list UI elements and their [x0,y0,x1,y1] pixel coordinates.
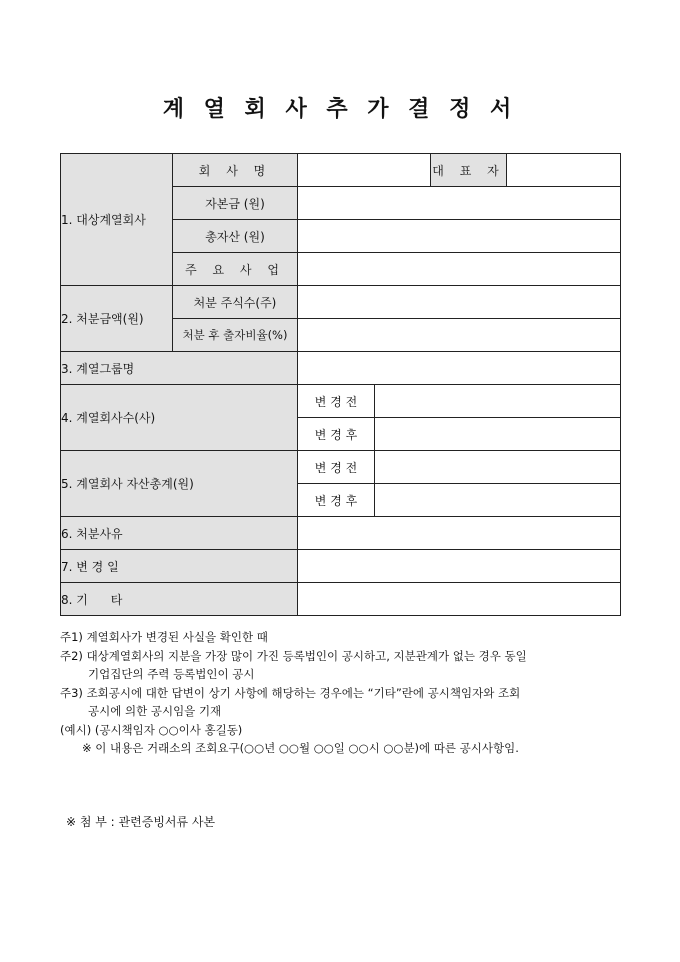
field-label: 대 표 자 [431,154,507,187]
field-label: 자본금 (원) [173,187,298,220]
section-label: 7. 변 경 일 [61,550,298,583]
table-row [61,550,621,583]
decision-form-table [60,153,621,616]
total-assets-before-field[interactable] [375,451,621,484]
total-assets-field[interactable] [298,220,621,253]
disposal-shares-field[interactable] [298,286,621,319]
table-row [61,517,621,550]
table-row [61,352,621,385]
section-label: 4. 계열회사수(사) [61,385,298,451]
attachment-note: ※ 첨 부 : 관련증빙서류 사본 [66,815,216,829]
field-label: 회 사 명 [173,154,298,187]
section-label: 6. 처분사유 [61,517,298,550]
table-row [61,583,621,616]
field-label: 처분 후 출자비율(%) [173,319,298,352]
company-name-field[interactable] [298,154,431,187]
section-label: 1. 대상계열회사 [61,154,173,286]
capital-field[interactable] [298,187,621,220]
footnote-3-continued: 공시에 의한 공시임을 기재 [88,704,222,718]
footnote-2-continued: 기업집단의 주력 등록법인이 공시 [88,667,255,681]
example-note: (예시) (공시책임자 ○○이사 홍길동) [60,722,243,737]
footnotes [60,628,640,758]
field-label: 변 경 전 [298,451,375,484]
section-label: 5. 계열회사 자산총계(원) [61,451,298,517]
section-label: 2. 처분금액(원) [61,286,173,352]
footnote-3: 주3) 조회공시에 대한 답변이 상기 사항에 해당하는 경우에는 “기타”란에 공시책임자와 조회 [60,685,521,700]
disposal-reason-field[interactable] [298,517,621,550]
footnote-1: 주1) 계열회사가 변경된 사실을 확인한 때 [60,630,268,644]
group-name-field[interactable] [298,352,621,385]
field-label: 변 경 후 [298,418,375,451]
field-label: 변 경 후 [298,484,375,517]
change-date-field[interactable] [298,550,621,583]
section-label: 8. 기 타 [61,583,298,616]
table-row [61,385,621,418]
example-note-detail: ※ 이 내용은 거래소의 조회요구(○○년 ○○월 ○○일 ○○시 ○○분)에 따른 공시사항임. [82,741,519,755]
field-label: 총자산 (원) [173,220,298,253]
table-row [61,286,621,319]
field-label: 주 요 사 업 [173,253,298,286]
ceo-field[interactable] [507,154,621,187]
other-field[interactable] [298,583,621,616]
field-label: 변 경 전 [298,385,375,418]
affiliate-count-after-field[interactable] [375,418,621,451]
table-row [61,154,621,187]
ownership-ratio-field[interactable] [298,319,621,352]
total-assets-after-field[interactable] [375,484,621,517]
affiliate-count-before-field[interactable] [375,385,621,418]
main-business-field[interactable] [298,253,621,286]
field-label: 처분 주식수(주) [173,286,298,319]
document-title: 계 열 회 사 추 가 결 정 서 [162,96,518,122]
section-label: 3. 계열그룹명 [61,352,298,385]
footnote-2: 주2) 대상계열회사의 지분을 가장 많이 가진 등록법인이 공시하고, 지분관계가 없는 경우 동일 [60,648,527,663]
table-row [61,451,621,484]
